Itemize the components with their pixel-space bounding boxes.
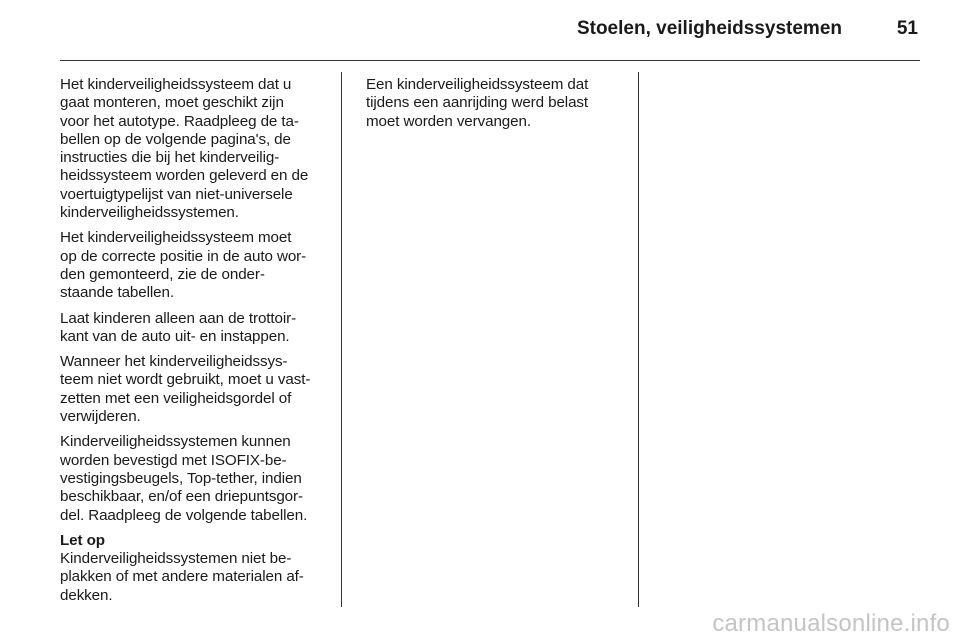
watermark: carmanualsonline.info: [712, 610, 950, 637]
text-line: vestigingsbeugels, Top-tether, indien: [60, 469, 302, 487]
paragraph: [60, 433, 332, 524]
text-line: kant van de auto uit- en instappen.: [60, 327, 290, 345]
text-line: Een kinderveiligheidssysteem dat: [366, 76, 589, 93]
text-line: del. Raadpleeg de volgende tabellen.: [60, 506, 308, 524]
text-line: bellen op de volgende pagina's, de: [60, 130, 291, 148]
text-line: zetten met een veiligheidsgordel of: [60, 389, 292, 407]
note-title: Let op: [60, 531, 105, 549]
paragraph: [60, 310, 332, 347]
text-line: verwijderen.: [60, 408, 141, 426]
text-line: tijdens een aanrijding werd belast: [366, 94, 589, 112]
text-column-middle: [366, 76, 628, 138]
text-line: Het kinderveiligheidssysteem dat u: [60, 76, 292, 93]
column-divider: [341, 72, 342, 607]
text-line: Kinderveiligheidssystemen kunnen: [60, 433, 291, 451]
text-line: den gemonteerd, zie de onder-: [60, 265, 265, 283]
paragraph: [60, 353, 332, 426]
text-line: worden bevestigd met ISOFIX-be-: [60, 451, 287, 469]
paragraph: [60, 76, 332, 222]
text-line: kinderveiligheidssystemen.: [60, 204, 239, 222]
section-title: Stoelen, veiligheidssystemen: [576, 18, 842, 39]
text-line: Het kinderveiligheidssysteem moet: [60, 229, 292, 247]
paragraph: [366, 76, 628, 131]
text-line: heidssysteem worden geleverd en de: [60, 167, 309, 185]
text-line: plakken of met andere materialen af-: [60, 568, 304, 586]
text-line: teem niet wordt gebruikt, moet u vast-: [60, 371, 311, 389]
text-line: voertuigtypelijst van niet-universele: [60, 185, 293, 203]
text-line: op de correcte positie in de auto wor-: [60, 247, 307, 265]
header-divider: [60, 60, 920, 61]
page-header: [60, 14, 920, 50]
column-divider: [638, 72, 639, 607]
text-line: moet worden vervangen.: [366, 112, 531, 130]
text-line: Wanneer het kinderveiligheidssys-: [60, 353, 288, 371]
text-line: instructies die bij het kinderveilig-: [60, 149, 280, 167]
text-column-left: [60, 76, 332, 612]
note-box: [60, 532, 332, 605]
page-number: 51: [896, 18, 918, 39]
text-line: Laat kinderen alleen aan de trottoir-: [60, 309, 297, 327]
text-line: beschikbaar, en/of een driepuntsgor-: [60, 488, 303, 506]
paragraph: [60, 229, 332, 302]
text-line: voor het autotype. Raadpleeg de ta-: [60, 112, 299, 130]
text-line: dekken.: [60, 586, 113, 604]
text-line: Kinderveiligheidssystemen niet be-: [60, 550, 292, 568]
text-line: staande tabellen.: [60, 284, 174, 302]
text-line: gaat monteren, moet geschikt zijn: [60, 94, 284, 112]
